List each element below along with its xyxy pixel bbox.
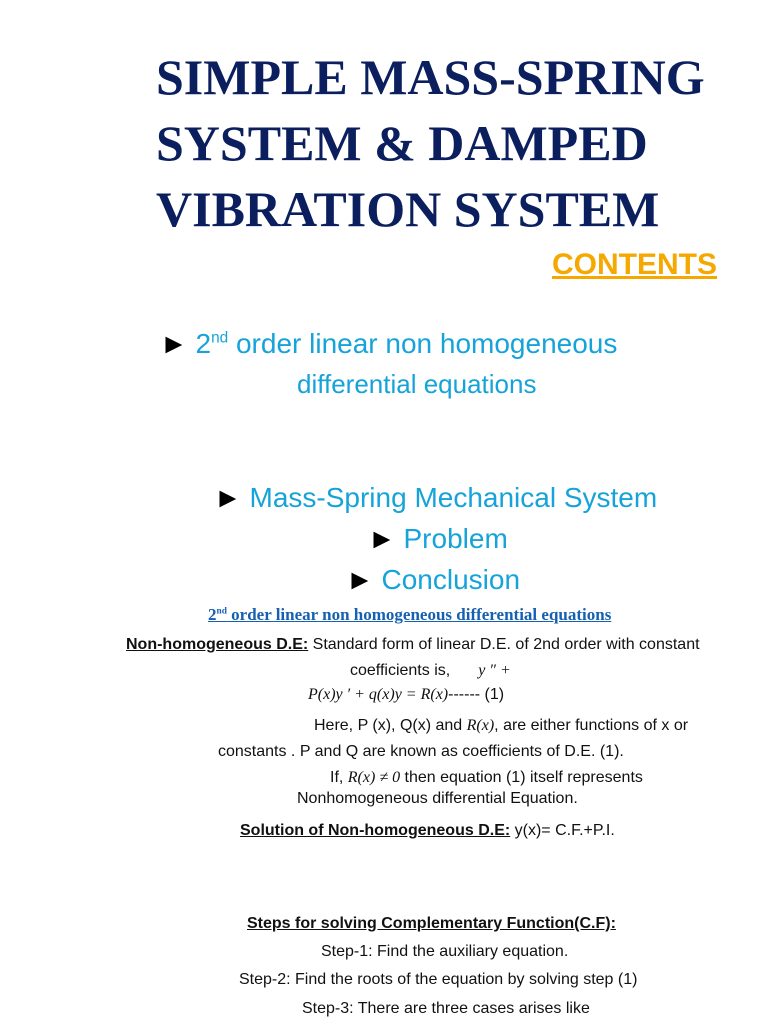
nonhomo-line-1: Non-homogeneous D.E: Standard form of linear D.E. of 2nd order with constant	[126, 636, 700, 653]
if-line-1: If, R(x) ≠ 0 then equation (1) itself represents	[330, 769, 643, 786]
bullet-item-4	[346, 564, 520, 596]
nonhomo-line-3: P(x)y ′ + q(x)y = R(x)------ (1)	[308, 686, 505, 703]
nonhomo-line-2: coefficients is, y ″ +	[350, 662, 511, 679]
bullet-item-3-text: Problem	[403, 523, 508, 554]
bullet-item-1-text: 2nd order linear non homogeneous	[195, 328, 618, 359]
solution-label: Solution of Non-homogeneous D.E:	[240, 822, 511, 839]
step-3: Step-3: There are three cases arises like	[302, 1000, 590, 1017]
page-title-line-1: SIMPLE MASS-SPRING	[156, 49, 705, 105]
step-2: Step-2: Find the roots of the equation by solving step (1)	[239, 971, 638, 988]
bullet-item-2	[214, 482, 657, 514]
bullet-arrow-icon: ►	[368, 523, 396, 554]
nonhomo-label: Non-homogeneous D.E:	[126, 636, 309, 653]
steps-heading: Steps for solving Complementary Function(C.F):	[247, 915, 616, 932]
solution-line: Solution of Non-homogeneous D.E: y(x)= C.F.+P.I.	[240, 822, 615, 839]
bullet-item-4-text: Conclusion	[381, 564, 521, 595]
bullet-arrow-icon: ►	[160, 328, 188, 359]
step-1: Step-1: Find the auxiliary equation.	[321, 943, 569, 960]
bullet-arrow-icon: ►	[346, 564, 374, 595]
page-title-line-3: VIBRATION SYSTEM	[156, 181, 660, 237]
page-title-line-2: SYSTEM & DAMPED	[156, 115, 648, 171]
bullet-arrow-icon: ►	[214, 482, 242, 513]
bullet-item-3	[368, 523, 508, 555]
contents-heading: CONTENTS	[552, 248, 717, 281]
bullet-item-1-line-2: differential equations	[297, 369, 537, 399]
if-line-2: Nonhomogeneous differential Equation.	[297, 790, 578, 807]
bullet-item-1	[160, 328, 617, 360]
here-line-2: constants . P and Q are known as coefficients of D.E. (1).	[218, 743, 624, 760]
section-heading: 2nd order linear non homogeneous differential equations	[208, 605, 612, 624]
bullet-item-2-text: Mass-Spring Mechanical System	[249, 482, 658, 513]
here-line-1: Here, P (x), Q(x) and R(x), are either functions of x or	[314, 717, 689, 734]
